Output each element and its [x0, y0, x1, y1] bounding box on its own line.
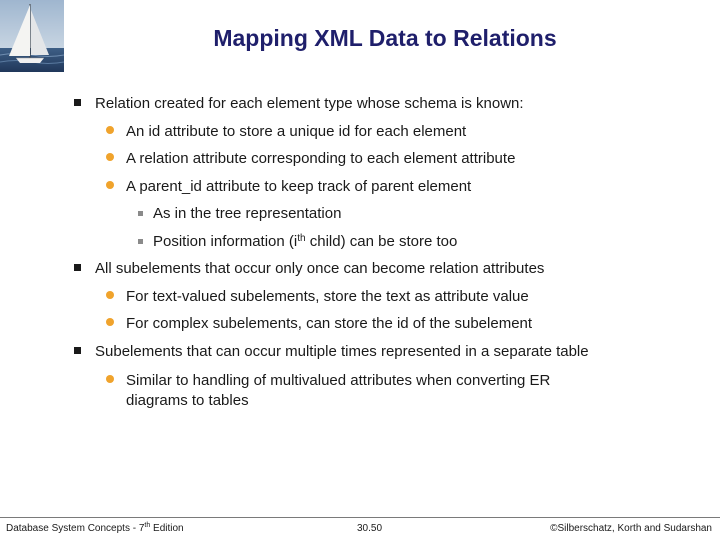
- dot-bullet-icon: [106, 126, 114, 134]
- small-square-bullet-icon: [138, 239, 143, 244]
- bullet-text: A parent_id attribute to keep track of parent element: [126, 178, 472, 195]
- bullet-text: As in the tree representation: [153, 205, 342, 222]
- sub-bullet-item: [126, 122, 606, 142]
- square-bullet-icon: [74, 264, 81, 271]
- small-square-bullet-icon: [138, 211, 143, 216]
- sub-sub-bullet-item: [153, 205, 623, 223]
- footer-copyright: ©Silberschatz, Korth and Sudarshan: [550, 523, 712, 534]
- bullet-text-part: Position information (i: [153, 233, 298, 250]
- bullet-item: [95, 343, 695, 361]
- sub-bullet-item: [126, 287, 606, 307]
- sub-sub-bullet-item: [153, 233, 623, 251]
- dot-bullet-icon: [106, 153, 114, 161]
- footer-divider: [0, 517, 720, 518]
- footer-text-part: Edition: [150, 523, 184, 534]
- bullet-text: Relation created for each element type whose schema is known:: [95, 95, 524, 112]
- superscript: th: [144, 522, 151, 529]
- bullet-item: [95, 95, 695, 113]
- bullet-text-part: child) can be store too: [305, 233, 458, 250]
- sailboat-logo: [0, 0, 64, 72]
- sub-bullet-item: [126, 314, 606, 334]
- sub-bullet-item: [126, 371, 606, 411]
- bullet-text: For text-valued subelements, store the text as attribute value: [126, 288, 529, 305]
- bullet-text: An id attribute to store a unique id for each element: [126, 123, 467, 140]
- bullet-text: Similar to handling of multivalued attributes when converting ER diagrams to tables: [126, 372, 551, 409]
- dot-bullet-icon: [106, 375, 114, 383]
- bullet-text: All subelements that occur only once can become relation attributes: [95, 260, 545, 277]
- bullet-text: For complex subelements, can store the id of the subelement: [126, 315, 533, 332]
- footer-text-part: Database System Concepts - 7: [6, 523, 145, 534]
- bullet-item: [95, 260, 695, 278]
- square-bullet-icon: [74, 347, 81, 354]
- superscript: th: [297, 233, 306, 244]
- dot-bullet-icon: [106, 291, 114, 299]
- sub-bullet-item: [126, 149, 606, 169]
- dot-bullet-icon: [106, 181, 114, 189]
- bullet-text: Subelements that can occur multiple times represented in a separate table: [95, 343, 589, 360]
- dot-bullet-icon: [106, 318, 114, 326]
- bullet-text: A relation attribute corresponding to each element attribute: [126, 150, 516, 167]
- bullet-text: [153, 233, 623, 251]
- footer-page-number: 30.50: [357, 523, 383, 534]
- sub-bullet-item: [126, 177, 606, 197]
- page-title: Mapping XML Data to Relations: [213, 25, 557, 51]
- square-bullet-icon: [74, 99, 81, 106]
- footer-book-title: [6, 523, 184, 535]
